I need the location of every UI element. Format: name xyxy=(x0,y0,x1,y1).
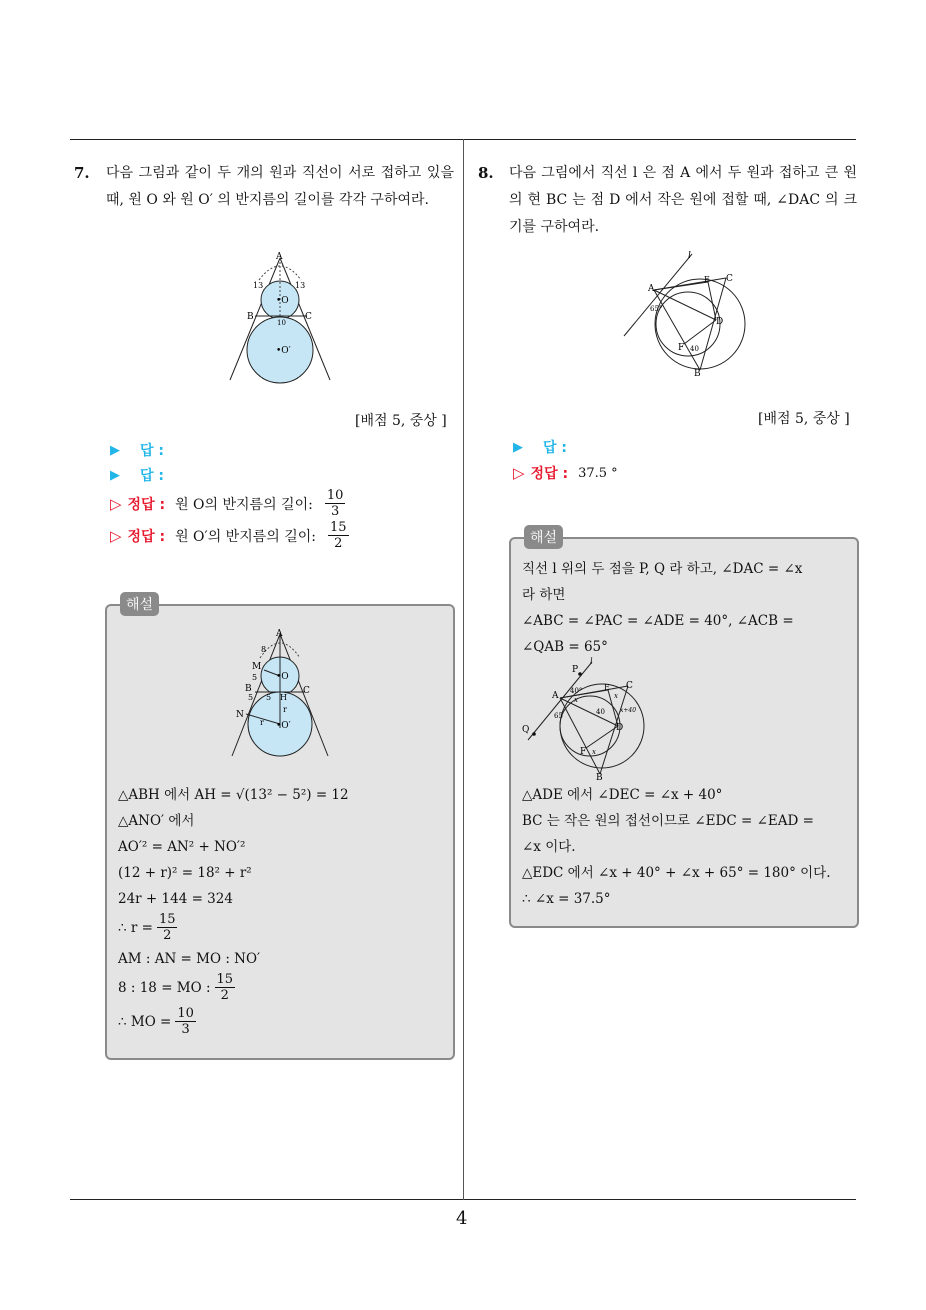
correct-label: 정답 : xyxy=(530,466,569,482)
q7-answer-line-2 xyxy=(110,465,164,485)
fig7-label-13b: 13 xyxy=(295,281,306,290)
sol7-label-M: M xyxy=(252,662,262,672)
q7-solution-line-3: AO′² = AN² + NO′² xyxy=(118,839,246,855)
q7-solution-line-4: (12 + r)² = 18² + r² xyxy=(118,865,252,881)
correct-label: 정답 : xyxy=(127,496,166,513)
q8-solution-line-2: 라 하면 xyxy=(522,587,566,603)
question-8-text: 다음 그림에서 직선 l 은 점 A 에서 두 원과 접하고 큰 원의 현 BC 는 점 D 에서 작은 원에 접할 때, ∠DAC 의 크기를 구하여라. xyxy=(509,165,857,235)
fig7-label-C: C xyxy=(305,312,312,322)
sol8-label-65: 65 xyxy=(554,712,563,720)
question-7-score: [배점 5, 중상 ] xyxy=(355,413,447,429)
sol7-label-H: H xyxy=(280,693,287,702)
correct-arrow-icon: ▷ xyxy=(110,494,122,513)
question-8-score: [배점 5, 중상 ] xyxy=(758,411,850,427)
fig8-label-F: F xyxy=(678,343,685,353)
fig8-label-65: 65° xyxy=(650,305,663,313)
correct-answer-text: 원 O′의 반지름의 길이: xyxy=(175,528,316,545)
sol7-label-5c: 5 xyxy=(266,693,272,702)
sol8-label-x40: x+40 xyxy=(620,707,637,714)
sol8-label-l: l xyxy=(590,657,593,666)
fig8-label-l: l xyxy=(688,251,691,261)
q8-solution-line-5: △ADE 에서 ∠DEC = ∠x + 40° xyxy=(522,787,723,803)
sol7-label-r1: r xyxy=(283,705,287,714)
fig7-label-O2: •O′ xyxy=(276,346,291,356)
question-8-number: 8. xyxy=(478,164,494,182)
sol7-label-r2: r xyxy=(260,718,264,727)
correct-arrow-icon: ▷ xyxy=(110,526,122,545)
sol8-label-Q: Q xyxy=(522,725,530,735)
correct-answer-fraction: $\frac{10}{3}$ xyxy=(326,488,344,519)
q7-solution-line-8: 8 : 18 = MO : $\frac{15}{2}$ xyxy=(118,972,234,1003)
sol8-label-x3: x xyxy=(592,748,596,756)
q7-solution-tag: 해설 xyxy=(120,592,159,616)
q7-solution-line-1: △ABH 에서 AH = √(13² − 5²) = 12 xyxy=(118,787,349,803)
sol8-label-D: D xyxy=(616,723,624,733)
q7-correct-answer-1 xyxy=(110,488,349,519)
sol7-label-O2: •O′ xyxy=(276,721,291,731)
sol7-label-5a: 5 xyxy=(252,673,258,682)
answer-arrow-icon: ▶ xyxy=(513,439,523,455)
q7-solution-line-6: ∴ r = $\frac{15}{2}$ xyxy=(118,912,176,943)
sol8-label-P: P xyxy=(572,665,579,675)
sol8-label-E: E xyxy=(604,683,610,692)
answer-arrow-icon: ▶ xyxy=(110,442,120,458)
sol7-label-5b: 5 xyxy=(248,693,254,702)
correct-answer-value: 37.5 ° xyxy=(578,465,618,481)
fig8-label-C: C xyxy=(726,274,733,284)
sol7-label-O: •O xyxy=(276,672,289,682)
answer-label: 답 : xyxy=(140,443,164,459)
q8-solution-line-3: ∠ABC = ∠PAC = ∠ADE = 40°, ∠ACB = xyxy=(522,613,794,629)
question-8-figure xyxy=(620,248,750,378)
sol7-label-N: N xyxy=(236,710,244,720)
q8-solution-tag: 해설 xyxy=(524,525,563,549)
q8-solution-line-4: ∠QAB = 65° xyxy=(522,639,608,655)
answer-label: 답 : xyxy=(543,440,567,456)
fig7-label-A: A xyxy=(276,252,283,262)
question-7-text: 다음 그림과 같이 두 개의 원과 직선이 서로 접하고 있을 때, 원 O 와 원 O′ 의 반지름의 길이를 각각 구하여라. xyxy=(106,165,454,208)
sol7-label-8: 8 xyxy=(261,645,267,654)
sol8-label-x2: x xyxy=(614,692,618,700)
sol8-label-x1: x xyxy=(574,696,578,704)
fig7-label-10: 10 xyxy=(277,319,286,327)
fig8-label-B: B xyxy=(694,369,701,378)
q7-solution-line-9: ∴ MO = $\frac{10}{3}$ xyxy=(118,1006,194,1037)
sol8-label-F: F xyxy=(580,747,587,757)
q8-solution-line-9: ∴ ∠x = 37.5° xyxy=(522,891,611,907)
sol7-label-A: A xyxy=(276,629,283,639)
sol8-label-A: A xyxy=(552,691,559,701)
question-7-number: 7. xyxy=(74,164,90,182)
question-7-figure xyxy=(225,250,340,385)
correct-answer-fraction: $\frac{15}{2}$ xyxy=(330,520,347,551)
q8-solution-figure xyxy=(520,656,650,782)
q8-solution-line-8: △EDC 에서 ∠x + 40° + ∠x + 65° = 180° 이다. xyxy=(522,865,831,881)
q7-solution-line-2: △ANO′ 에서 xyxy=(118,813,195,829)
fig8-label-A: A xyxy=(648,284,655,294)
q8-correct-answer xyxy=(513,463,618,483)
q7-solution-figure xyxy=(228,628,338,760)
correct-answer-text: 원 O의 반지름의 길이: xyxy=(175,496,313,513)
sol7-label-B: B xyxy=(245,684,252,694)
page-number: 4 xyxy=(456,1208,468,1229)
sol8-label-B: B xyxy=(596,773,603,782)
q8-solution-line-1: 직선 l 위의 두 점을 P, Q 라 하고, ∠DAC = ∠x xyxy=(522,561,803,577)
sol8-label-40b: 40 xyxy=(596,708,605,716)
correct-label: 정답 : xyxy=(127,528,166,545)
q7-solution-line-5: 24r + 144 = 324 xyxy=(118,891,233,907)
fig7-label-O: •O xyxy=(276,296,289,306)
sol8-label-C: C xyxy=(626,681,633,691)
sol8-label-40a: 40° xyxy=(570,687,583,695)
fig7-label-B: B xyxy=(247,312,254,322)
sol7-label-C: C xyxy=(303,686,310,696)
fig8-label-40: 40 xyxy=(690,345,699,353)
fig8-label-E: E xyxy=(704,275,710,284)
q8-solution-line-7: ∠x 이다. xyxy=(522,839,576,855)
fig7-label-13a: 13 xyxy=(253,281,264,290)
q8-answer-line xyxy=(513,437,567,457)
correct-arrow-icon: ▷ xyxy=(513,464,525,482)
fig8-label-D: D xyxy=(716,317,724,327)
q8-solution-line-6: BC 는 작은 원의 접선이므로 ∠EDC = ∠EAD = xyxy=(522,813,814,829)
answer-label: 답 : xyxy=(140,468,164,484)
q7-solution-line-7: AM : AN = MO : NO′ xyxy=(118,951,261,967)
answer-arrow-icon: ▶ xyxy=(110,467,120,483)
q7-answer-line-1 xyxy=(110,440,164,460)
column-divider xyxy=(463,139,464,1200)
q7-correct-answer-2 xyxy=(110,520,353,551)
